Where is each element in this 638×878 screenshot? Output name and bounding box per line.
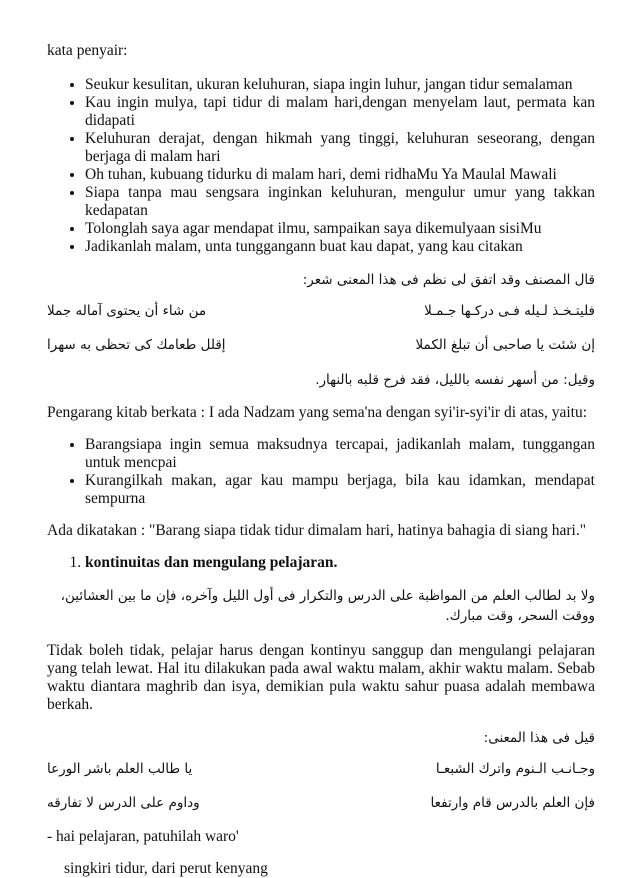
tidak-paragraph: Tidak boleh tidak, pelajar harus dengan kontinyu sanggup dan mengulangi pelajaran yang telah lewat. Hal itu dilakukan pada awal waktu malam, akhir waktu malam. Sebab waktu diantara maghrib dan isya, demikian pula waktu sahur puasa adalah membawa berkah. [47, 642, 595, 713]
pengarang-list [47, 436, 595, 508]
arabic-paragraph: ولا بد لطالب العلم من المواظبة على الدرس والتكرار فى أول الليل وآخره، فإن ما بين العشائين، ووقت السحر، وقت مبارك. [60, 588, 595, 624]
poem-item: • Kau ingin mulya, tapi tidur di malam hari,dengan menyelam laut, permata kan didapati [85, 94, 595, 130]
poem-item: • Oh tuhan, kubuang tidurku di malam hari, demi ridhaMu Ya Maulal Mawali [85, 166, 595, 184]
couplet-second-hemistich: إقلل طعامك كى تحظى به سهرا [47, 337, 226, 353]
poem-item: • Keluhuran derajat, dengan hikmah yang tinggi, keluhuran seseorang, dengan berjaga di malam hari [85, 130, 595, 166]
pengarang-item: • Barangsiapa ingin semua maksudnya tercapai, jadikanlah malam, tunggangan untuk mencpai [85, 436, 595, 472]
poem-item: • Tolonglah saya agar mendapat ilmu, sampaikan saya dikemulyaan sisiMu [85, 220, 595, 238]
section-list [47, 554, 595, 572]
couplet-first-hemistich: إن شئت يا صاحبى أن تبلغ الكملا [415, 337, 595, 353]
poem-item: • Siapa tanpa mau sengsara inginkan keluhuran, mengulur umur yang takkan kedapatan [85, 184, 595, 220]
couplet-second-hemistich: يا طالب العلم باشر الورعا [47, 761, 193, 777]
pengarang-text: Pengarang kitab berkata : I ada Nadzam yang sema'na dengan syi'ir-syi'ir di atas, yaitu: [47, 404, 588, 421]
translation-line: - hai pelajaran, patuhilah waro' [47, 828, 239, 845]
poem-item: • Seukur kesulitan, ukuran keluhuran, siapa ingin luhur, jangan tidur semalaman [85, 76, 595, 94]
section-heading: 1. kontinuitas dan mengulang pelajaran. [85, 554, 595, 572]
couplet-first-hemistich: وجـانـب الـنوم واترك الشبعـا [435, 761, 595, 777]
couplet-first-hemistich: فليتـخـذ لـيله فـى دركـها جـمـلا [424, 303, 595, 319]
couplet-second-hemistich: وداوم على الدرس لا تفارقه [47, 795, 200, 811]
arabic-couplet [47, 302, 595, 320]
poem-list [47, 76, 595, 256]
couplet-first-hemistich: فإن العلم بالدرس قام وارتفعا [430, 795, 595, 811]
poem-item: • Jadikanlah malam, unta tunggangann buat kau dapat, yang kau citakan [85, 238, 595, 256]
ada-dikatakan-text: Ada dikatakan : "Barang siapa tidak tidur dimalam hari, hatinya bahagia di siang hari." [47, 522, 587, 539]
intro-text: kata penyair: [47, 42, 128, 59]
arabic-couplet [47, 760, 595, 778]
arabic-heading: قال المصنف وقد اتفق لى نظم فى هذا المعنى شعر: [302, 272, 595, 288]
arabic-couplet [47, 336, 595, 354]
arabic-heading-2: قيل فى هذا المعنى: [483, 730, 595, 746]
couplet-second-hemistich: من شاء أن يحتوى آماله جملا [47, 303, 207, 319]
pengarang-item: • Kurangilkah makan, agar kau mampu berjaga, bila kau idamkan, mendapat sempurna [85, 472, 595, 508]
arabic-couplet [47, 794, 595, 812]
translation-line-indented: singkiri tidur, dari perut kenyang [64, 860, 268, 877]
arabic-saying: وقيل: من أسهر نفسه بالليل، فقد فرح قلبه بالنهار. [315, 372, 595, 388]
document-page [47, 42, 595, 878]
